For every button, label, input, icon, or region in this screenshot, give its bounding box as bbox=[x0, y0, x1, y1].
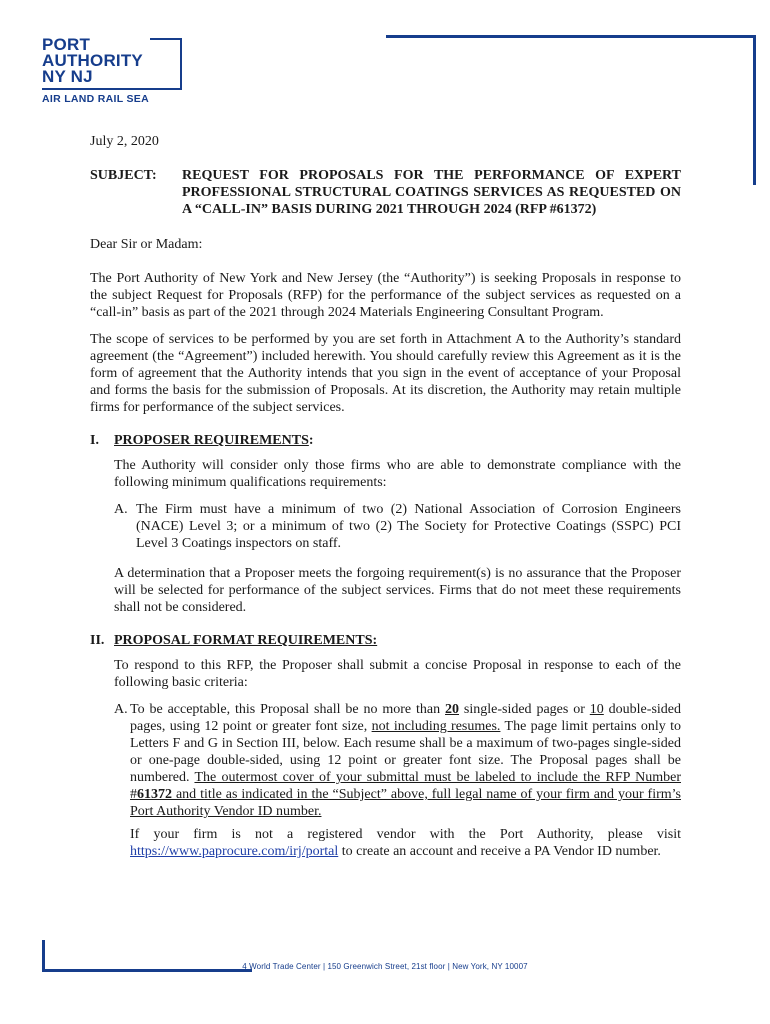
item-a-text-2: single-sided pages or bbox=[459, 702, 590, 717]
section-1-title: PROPOSER REQUIREMENTS bbox=[114, 433, 309, 448]
section-1-title-colon: : bbox=[308, 433, 314, 448]
logo-bracket-right bbox=[180, 38, 182, 90]
section-2-body bbox=[114, 657, 681, 860]
section-1-heading bbox=[90, 432, 681, 449]
section-1-item-a-text: The Firm must have a minimum of two (2) National Association of Corrosion Engineers (NACE) Level 3; or a minimum of two (2) The Society for Protective Coatings (SSPC) PCI Level 3 Coatings inspectors on staff. bbox=[136, 502, 681, 551]
logo-tagline: AIR LAND RAIL SEA bbox=[42, 93, 149, 105]
vendor-text-2: to create an account and receive a PA Vendor ID number. bbox=[338, 844, 661, 859]
section-1-body bbox=[114, 457, 681, 616]
section-2-heading bbox=[90, 632, 681, 649]
item-a-text-3: double-sided pages, using 12 point or greater font size, bbox=[130, 702, 681, 734]
subject-text: REQUEST FOR PROPOSALS FOR THE PERFORMANCE OF EXPERT PROFESSIONAL STRUCTURAL COATINGS SERVICES AS REQUESTED ON A “CALL-IN” BASIS DURING 2021 THROUGH 2024 (RFP #61372) bbox=[182, 168, 681, 217]
section-1-item-a-marker: A. bbox=[114, 502, 128, 517]
page-limit-single: 20 bbox=[445, 702, 460, 717]
logo-line-authority: AUTHORITY bbox=[42, 51, 143, 70]
cover-label-requirement-2: and title as indicated in the “Subject” above, full legal name of your firm and your firm’s Port Authority Vendor ID number. bbox=[130, 787, 681, 819]
intro-paragraph: The Port Authority of New York and New Jersey (the “Authority”) is seeking Proposals in response to the subject Request for Proposals (RFP) for the performance of the subject services as requested on a “call-in” basis as part of the 2021 through 2024 Materials Engineering Consultant Program. bbox=[90, 271, 681, 320]
logo-bracket-bottom bbox=[42, 88, 182, 90]
subject-label: SUBJECT: bbox=[90, 168, 157, 183]
page-limit-double: 10 bbox=[589, 702, 604, 717]
footer-address: 4 World Trade Center | 150 Greenwich Street, 21st floor | New York, NY 10007 bbox=[242, 962, 528, 971]
subject-block bbox=[90, 167, 681, 218]
section-2-item-a-marker: A. bbox=[114, 702, 128, 717]
section-1-intro: The Authority will consider only those firms who are able to demonstrate compliance with the following minimum qualifications requirements: bbox=[114, 458, 681, 490]
vendor-registration-paragraph bbox=[130, 826, 681, 860]
item-a-text-4: The page limit pertains only to Letters F and G in Section III, below. Each resume shall be a maximum of two-pages single-sided or one-page double-sided, using 12 point or greater font size. The Proposal pages shall be numbered. bbox=[130, 719, 681, 785]
logo-bracket-top bbox=[150, 38, 182, 40]
not-including-resumes: not including resumes. bbox=[371, 719, 501, 734]
section-2-item-a-text bbox=[130, 701, 681, 820]
salutation: Dear Sir or Madam: bbox=[90, 237, 203, 252]
frame-rule-right bbox=[753, 35, 756, 185]
section-2-number: II. bbox=[90, 633, 105, 648]
logo-line-port: PORT bbox=[42, 35, 91, 54]
section-1-number: I. bbox=[90, 433, 99, 448]
section-2-title: PROPOSAL FORMAT REQUIREMENTS: bbox=[114, 633, 378, 648]
section-2-item-a bbox=[114, 701, 681, 820]
item-a-text-1: To be acceptable, this Proposal shall be no more than bbox=[130, 702, 446, 717]
section-1-closing: A determination that a Proposer meets the forgoing requirement(s) is no assurance that the Proposer will be selected for performance of the subject services. Firms that do not meet these requirements shall not be considered. bbox=[114, 566, 681, 615]
scope-paragraph: The scope of services to be performed by you are set forth in Attachment A to the Authority’s standard agreement (the “Agreement”) included herewith. You should carefully review this Agreement as it is the form of agreement that the Authority intends that you sign in the event of acceptance of your Proposal and forms the basis for the submission of Proposals. At its discretion, the Authority may retain multiple firms for performance of the subject services. bbox=[90, 332, 681, 415]
logo-line-nynj: NY NJ bbox=[42, 67, 93, 86]
letter-body bbox=[90, 133, 681, 860]
letter-date: July 2, 2020 bbox=[90, 134, 159, 149]
paprocure-portal-link[interactable]: https://www.paprocure.com/irj/portal bbox=[130, 844, 339, 859]
section-2-intro: To respond to this RFP, the Proposer shall submit a concise Proposal in response to each of the following basic criteria: bbox=[114, 658, 681, 690]
port-authority-logo bbox=[42, 37, 192, 105]
cover-label-requirement-1: The outermost cover of your submittal must be labeled to include the RFP Number # bbox=[130, 770, 681, 802]
section-1-item-a bbox=[114, 501, 681, 552]
frame-rule-top bbox=[386, 35, 756, 38]
vendor-text-1: If your firm is not a registered vendor with the Port Authority, please visit bbox=[130, 827, 681, 842]
rfp-number: 61372 bbox=[137, 787, 172, 802]
